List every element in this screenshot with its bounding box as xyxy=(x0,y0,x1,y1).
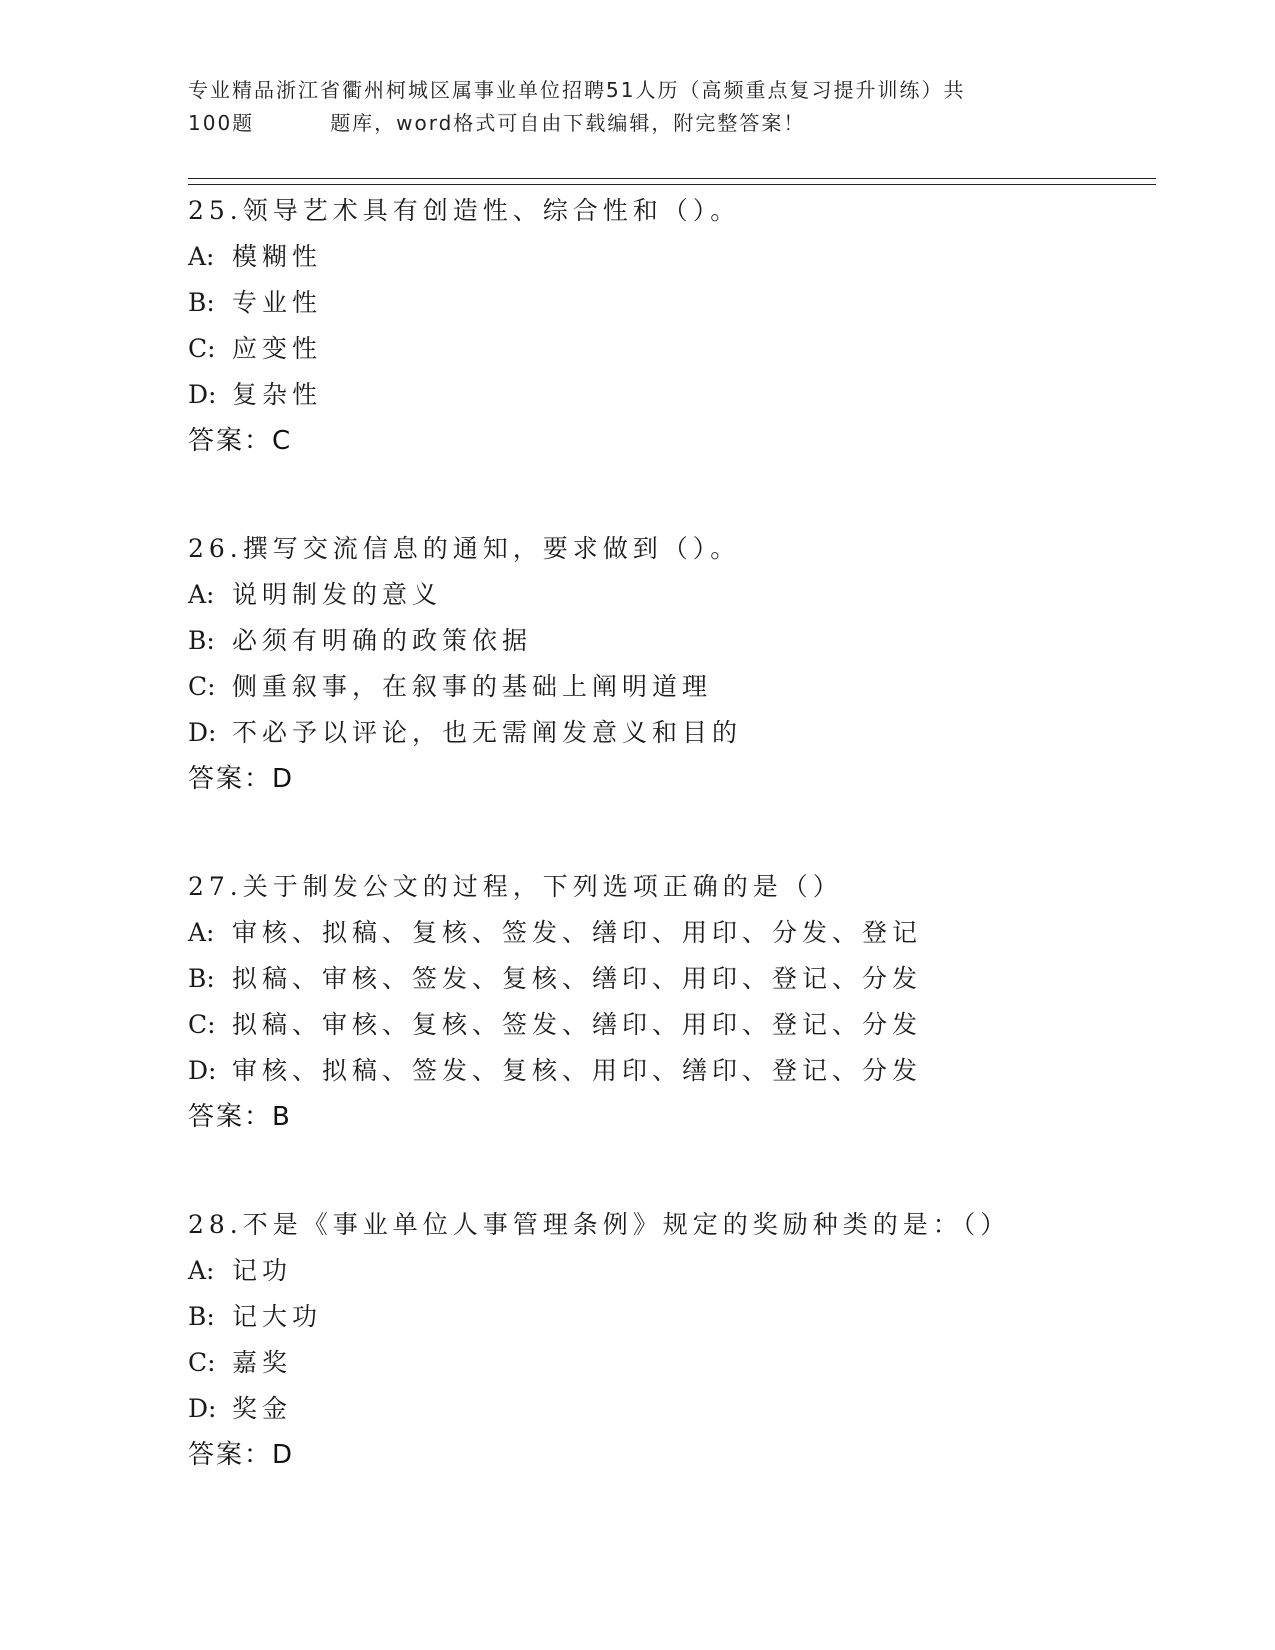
option-letter: B: xyxy=(188,964,215,993)
option-text: 说明制发的意义 xyxy=(232,580,443,609)
option-b xyxy=(188,956,1148,1002)
question-title: 25.领导艺术具有创造性、综合性和（）。 xyxy=(188,196,741,225)
question-27 xyxy=(188,864,1148,1140)
option-text: 专业性 xyxy=(232,288,323,317)
option-letter: B: xyxy=(188,626,215,655)
option-b xyxy=(188,618,1148,664)
option-text: 记大功 xyxy=(232,1302,323,1331)
answer-line: 答案：B xyxy=(188,1102,292,1132)
option-letter: D: xyxy=(188,718,217,747)
option-a xyxy=(188,572,1148,618)
option-b xyxy=(188,1294,1148,1340)
option-letter: A: xyxy=(188,242,215,271)
header-divider-bottom xyxy=(188,184,1156,185)
option-text: 复杂性 xyxy=(232,380,323,409)
question-25 xyxy=(188,188,1148,464)
option-letter: C: xyxy=(188,1348,216,1377)
option-letter: C: xyxy=(188,1010,216,1039)
option-letter: B: xyxy=(188,1302,215,1331)
option-a xyxy=(188,910,1148,956)
option-c xyxy=(188,326,1148,372)
question-title: 27.关于制发公文的过程，下列选项正确的是（） xyxy=(188,872,843,901)
option-text: 嘉奖 xyxy=(232,1348,293,1377)
header-line-1: 专业精品浙江省衢州柯城区属事业单位招聘51人历（高频重点复习提升训练）共 xyxy=(188,78,966,102)
option-text: 奖金 xyxy=(232,1394,293,1423)
answer-line: 答案：C xyxy=(188,426,293,456)
header-line-2-suffix: 题库，word格式可自由下载编辑，附完整答案！ xyxy=(330,111,806,135)
option-text: 拟稿、审核、复核、签发、缮印、用印、登记、分发 xyxy=(232,1010,923,1039)
option-text: 拟稿、审核、签发、复核、缮印、用印、登记、分发 xyxy=(232,964,923,993)
option-letter: D: xyxy=(188,380,217,409)
option-letter: B: xyxy=(188,288,215,317)
option-d xyxy=(188,1386,1148,1432)
option-text: 审核、拟稿、签发、复核、用印、缮印、登记、分发 xyxy=(232,1056,923,1085)
option-a xyxy=(188,234,1148,280)
question-title: 26.撰写交流信息的通知，要求做到（）。 xyxy=(188,534,741,563)
option-text: 必须有明确的政策依据 xyxy=(232,626,533,655)
option-c xyxy=(188,1340,1148,1386)
option-letter: C: xyxy=(188,672,216,701)
option-c xyxy=(188,664,1148,710)
question-list xyxy=(188,188,1148,1540)
option-letter: D: xyxy=(188,1056,217,1085)
option-letter: A: xyxy=(188,1256,215,1285)
option-letter: A: xyxy=(188,580,215,609)
header-line-2 xyxy=(188,107,1088,140)
option-text: 不必予以评论，也无需阐发意义和目的 xyxy=(232,718,743,747)
header-line-2-prefix: 100题 xyxy=(188,111,255,135)
option-text: 应变性 xyxy=(232,334,323,363)
option-d xyxy=(188,710,1148,756)
option-b xyxy=(188,280,1148,326)
option-c xyxy=(188,1002,1148,1048)
answer-line: 答案：D xyxy=(188,764,295,794)
question-title: 28.不是《事业单位人事管理条例》规定的奖励种类的是：（） xyxy=(188,1210,1011,1239)
option-text: 记功 xyxy=(232,1256,293,1285)
question-26 xyxy=(188,526,1148,802)
header-divider-top xyxy=(188,178,1156,179)
option-text: 模糊性 xyxy=(232,242,323,271)
option-text: 侧重叙事，在叙事的基础上阐明道理 xyxy=(232,672,713,701)
option-letter: D: xyxy=(188,1394,217,1423)
option-d xyxy=(188,372,1148,418)
option-d xyxy=(188,1048,1148,1094)
option-letter: C: xyxy=(188,334,216,363)
question-28 xyxy=(188,1202,1148,1478)
answer-line: 答案：D xyxy=(188,1440,295,1470)
option-text: 审核、拟稿、复核、签发、缮印、用印、分发、登记 xyxy=(232,918,923,947)
document-header xyxy=(188,74,1088,140)
option-a xyxy=(188,1248,1148,1294)
option-letter: A: xyxy=(188,918,215,947)
